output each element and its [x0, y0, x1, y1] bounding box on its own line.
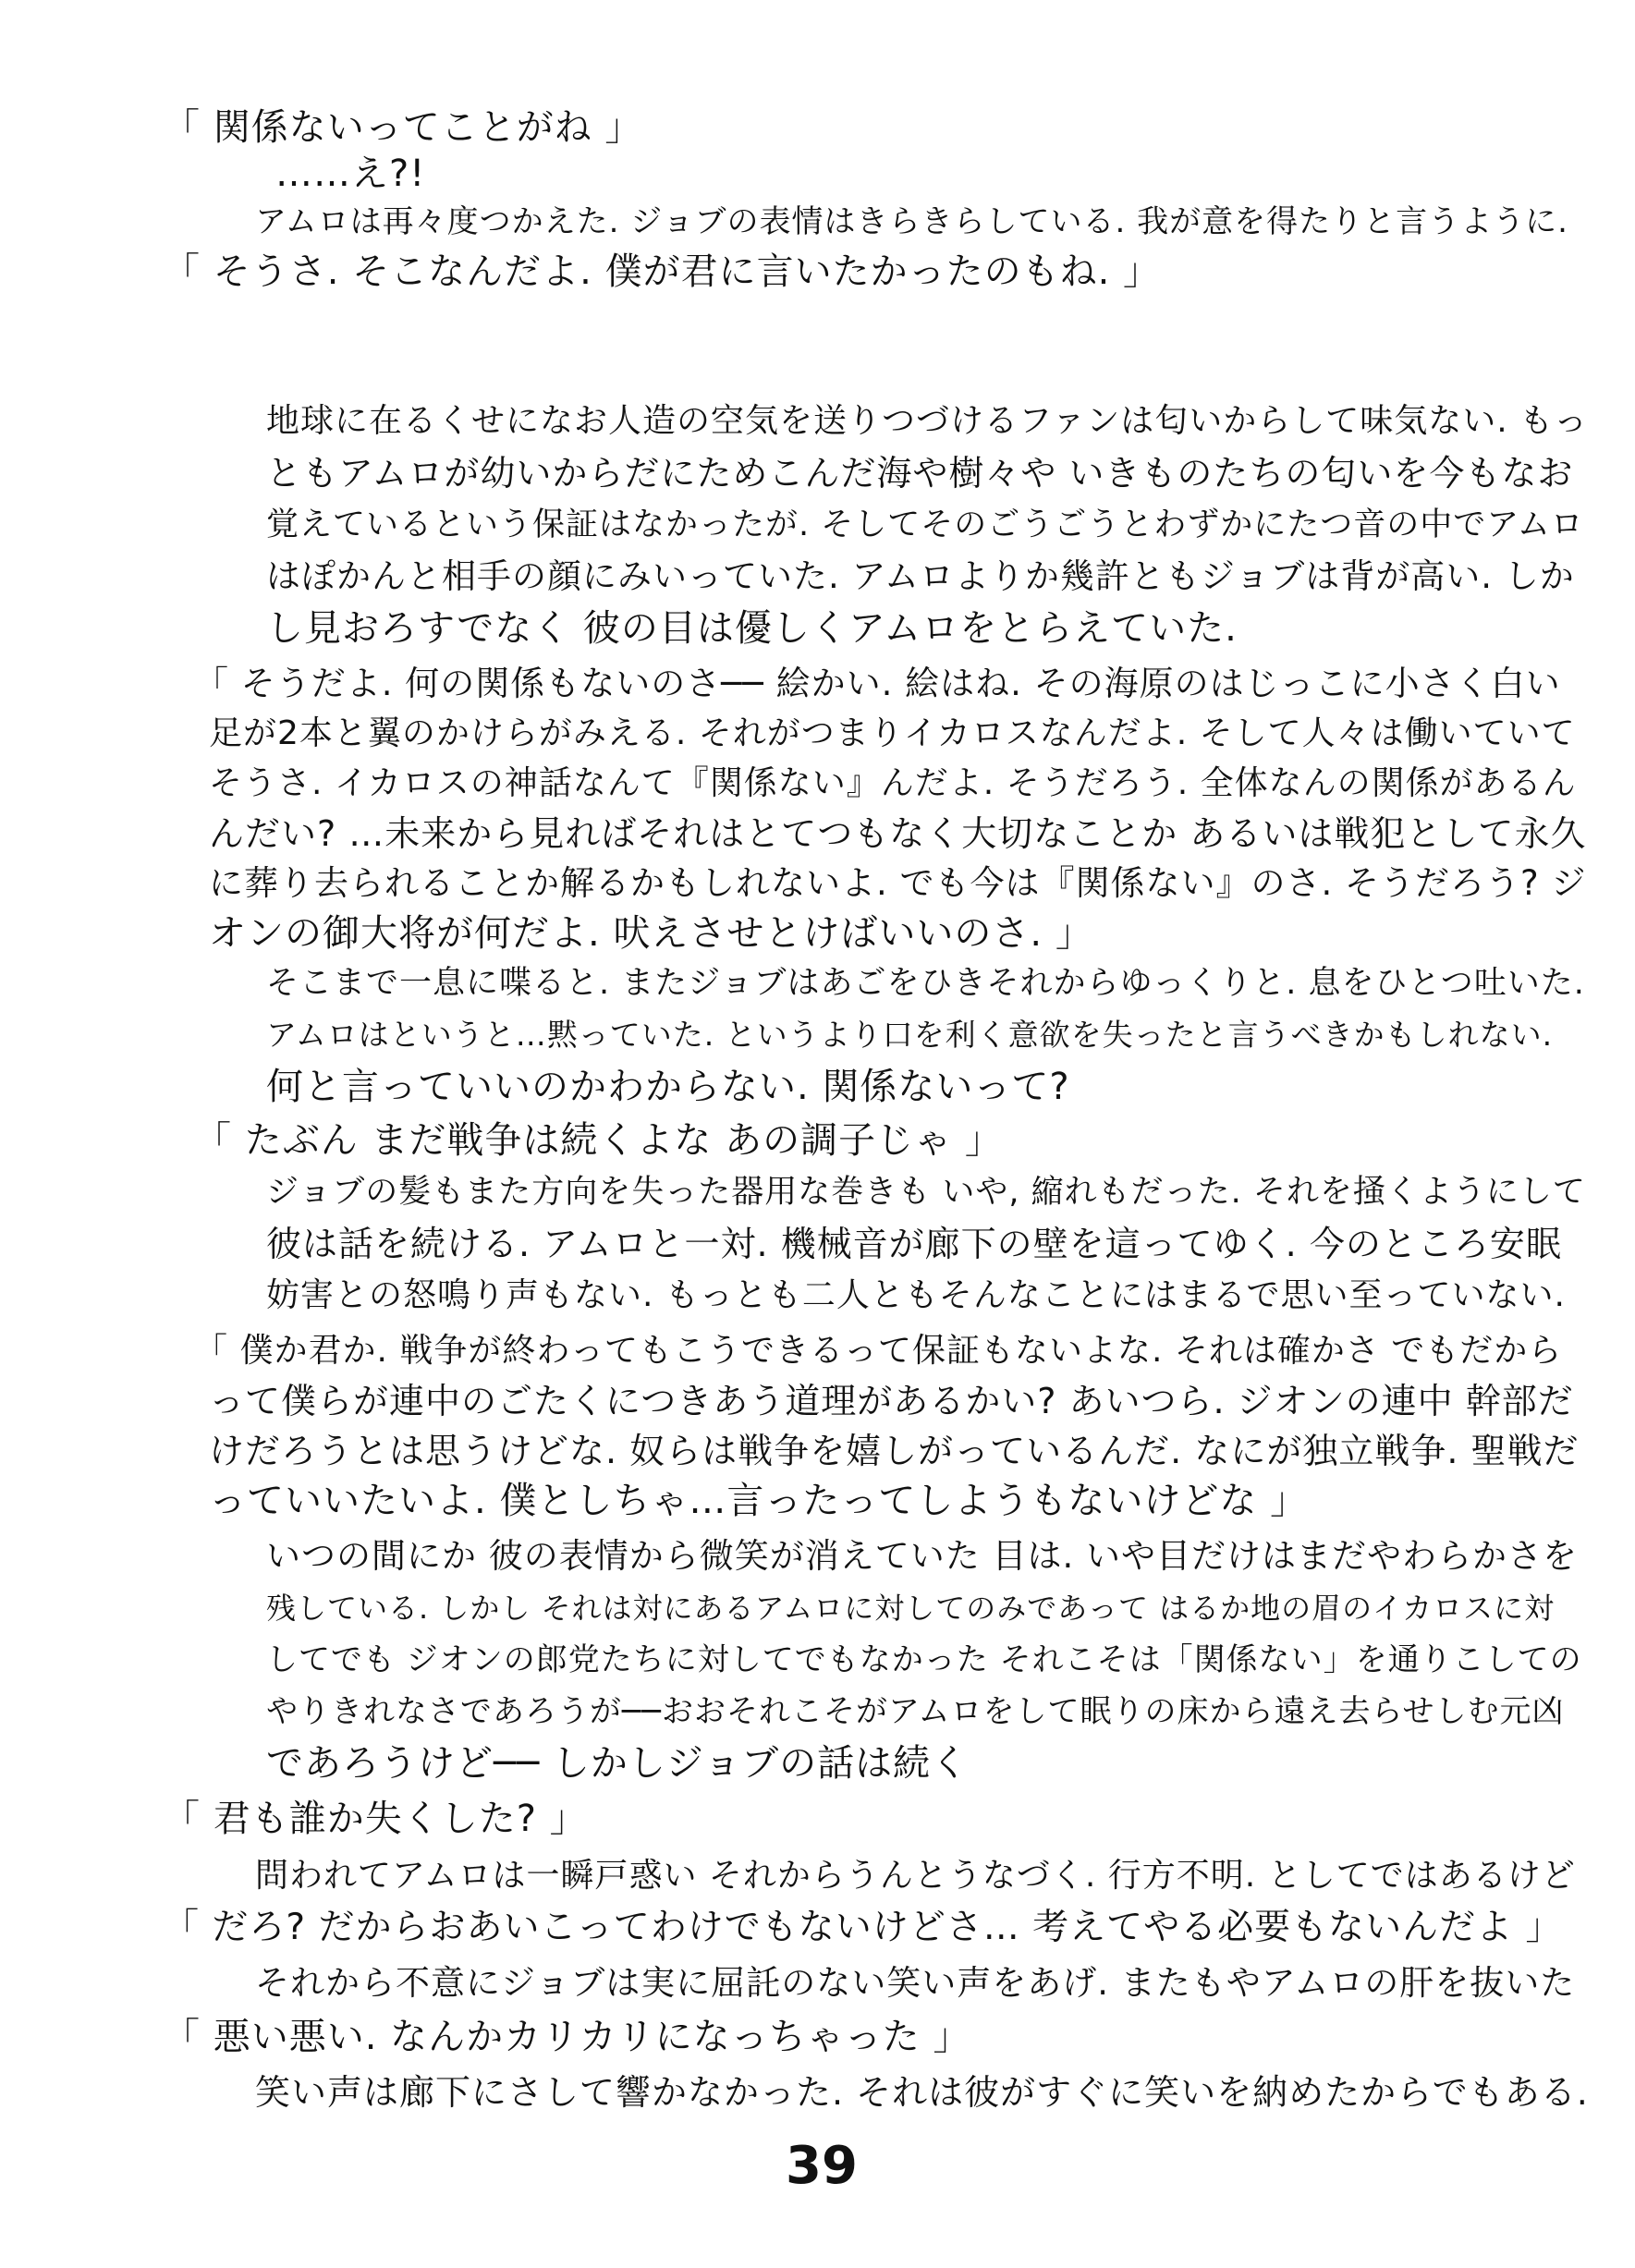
text-line: 「 関係ないってことがね 」 [163, 106, 643, 149]
text-line: し見おろすでなく 彼の目は優しくアムロをとらえていた. [266, 607, 1238, 650]
text-line: 彼は話を続ける. アムロと一対. 機械音が廊下の壁を這ってゆく. 今のところ安眠 [266, 1224, 1562, 1264]
text-line: アムロはというと…黙っていた. というより口を利く意欲を失ったと言うべきかもしれない. [266, 1017, 1554, 1053]
text-line: はぽかんと相手の顔にみいっていた. アムロよりか幾許ともジョブは背が高い. しか [266, 556, 1575, 596]
text-line: っていいたいよ. 僕としちゃ…言ったってしようもないけどな 」 [209, 1480, 1309, 1522]
text-line: んだい? …未来から見ればそれはとてつもなく大切なことか あるいは戦犯として永久 [209, 813, 1587, 854]
text-line: やりきれなさであろうが──おおそれこそがアムロをして眠りの床から遠え去らせしむ元凶 [266, 1693, 1565, 1730]
text-line: それから不意にジョブは実に屈託のない笑い声をあげ. またもやアムロの肝を抜いた [255, 1963, 1576, 2003]
text-line: 残している. しかし それは対にあるアムロに対してのみであって はるか地の眉のイカロスに対 [266, 1591, 1556, 1626]
text-line: ……え?! [275, 152, 426, 195]
text-line: 「 僕か君か. 戦争が終わってもこうできるって保証もないよな. それは確かさ でもだから [194, 1332, 1563, 1370]
page-number: 39 [786, 2136, 858, 2196]
text-line: 「 悪い悪い. なんかカリカリになっちゃった 」 [163, 2016, 971, 2058]
text-line: いつの間にか 彼の表情から微笑が消えていた 目は. いや目だけはまだやわらかさを [266, 1536, 1579, 1576]
text-line: であろうけど── しかしジョブの話は続く [266, 1742, 970, 1785]
text-line: 「 たぶん まだ戦争は続くよな あの調子じゃ 」 [194, 1119, 1003, 1162]
text-line: 地球に在るくせになお人造の空気を送りつづけるファンは匂いからして味気ない. もっ [266, 402, 1589, 440]
text-line: 「 だろ? だからおあいこってわけでもないけどさ… 考えてやる必要もないんだよ 」 [163, 1907, 1563, 1948]
text-line: 「 そうだよ. 何の関係もないのさ── 絵かい. 絵はね. その海原のはじっこに小さく白い [194, 664, 1561, 703]
text-line: オンの御大将が何だよ. 吠えさせとけばいいのさ. 」 [209, 912, 1093, 955]
text-line: けだろうとは思うけどな. 奴らは戦争を嬉しがっているんだ. なにが独立戦争. 聖戦だ [209, 1431, 1580, 1471]
text-line: に葬り去られることか解るかもしれないよ. でも今は『関係ない』のさ. そうだろう? ジ [209, 863, 1587, 903]
text-line: そこまで一息に喋ると. またジョブはあごをひきそれからゆっくりと. 息をひとつ吐いた. [266, 965, 1585, 1002]
text-line: 覚えているという保証はなかったが. そしてそのごうごうとわずかにたつ音の中でアムロ [266, 506, 1584, 543]
text-line: そうさ. イカロスの神話なんて『関係ない』んだよ. そうだろう. 全体なんの関係があるん [209, 764, 1577, 802]
text-line: 問われてアムロは一瞬戸惑い それからうんとうなづく. 行方不明. としてではあるけど [255, 1857, 1576, 1895]
text-line: ともアムロが幼いからだにためこんだ海や樹々や いきものたちの匂いを今もなお [266, 453, 1574, 494]
text-line: 笑い声は廊下にさして響かなかった. それは彼がすぐに笑いを納めたからでもある. [255, 2072, 1589, 2113]
text-line: 妨害との怒鳴り声もない. もっとも二人ともそんなことにはまるで思い至っていない. [266, 1276, 1566, 1314]
text-line: 足が2本と翼のかけらがみえる. それがつまりイカロスなんだよ. そして人々は働いていて [209, 714, 1576, 752]
text-line: 何と言っていいのかわからない. 関係ないって? [266, 1066, 1070, 1108]
text-line: アムロは再々度つかえた. ジョブの表情はきらきらしている. 我が意を得たりと言うように. [255, 203, 1568, 240]
text-line: 「 君も誰か失くした? 」 [163, 1798, 588, 1840]
text-line: ジョブの髪もまた方向を失った器用な巻きも いや, 縮れもだった. それを掻くようにして [266, 1174, 1586, 1211]
text-line: 「 そうさ. そこなんだよ. 僕が君に言いたかったのもね. 」 [163, 250, 1162, 293]
text-line: って僕らが連中のごたくにつきあう道理があるかい? あいつら. ジオンの連中 幹部だ [209, 1381, 1574, 1421]
text-line: してでも ジオンの郎党たちに対してでもなかった それこそは「関係ない」を通りこしての [266, 1641, 1582, 1678]
